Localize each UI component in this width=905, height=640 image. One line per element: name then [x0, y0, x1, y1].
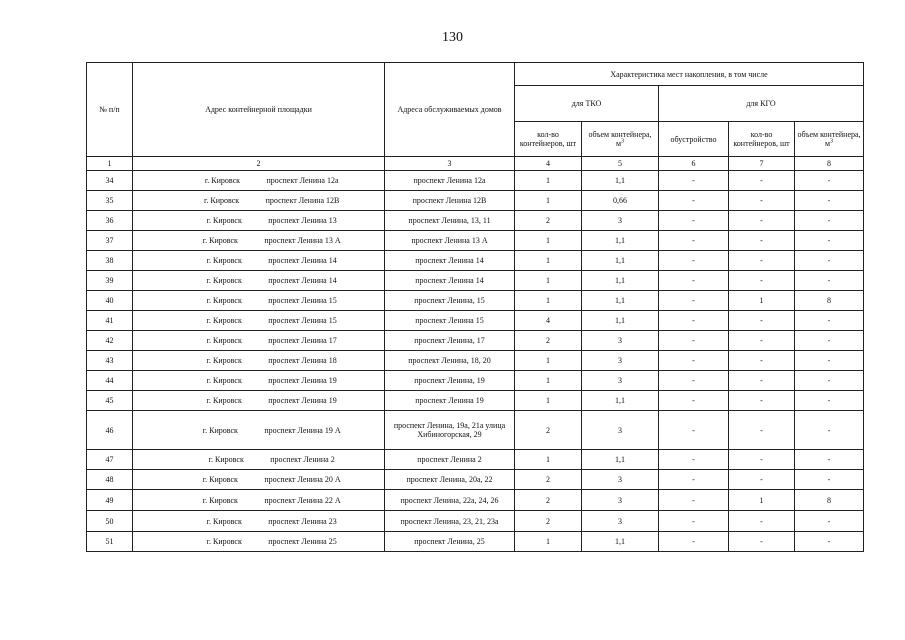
- tko-count: 4: [515, 311, 582, 331]
- tko-count: 2: [515, 470, 582, 490]
- kgo-volume: -: [795, 331, 864, 351]
- row-number: 51: [87, 532, 133, 552]
- table-row: [87, 211, 864, 231]
- column-number: 8: [795, 157, 864, 171]
- header-served: Адреса обслуживаемых домов: [385, 63, 515, 157]
- kgo-equipment: -: [659, 211, 729, 231]
- site-address: [133, 331, 385, 351]
- site-address: [133, 411, 385, 450]
- column-number: 7: [729, 157, 795, 171]
- site-street: проспект Ленина 20 А: [264, 475, 341, 484]
- tko-volume: 1,1: [582, 291, 659, 311]
- row-number: 47: [87, 450, 133, 470]
- served-houses: проспект Ленина, 19: [385, 371, 515, 391]
- tko-count: 1: [515, 191, 582, 211]
- header-tko-volume: объем контейнера, $м^3$: [582, 122, 659, 157]
- tko-volume: 1,1: [582, 450, 659, 470]
- table-row: [87, 311, 864, 331]
- kgo-count: -: [729, 470, 795, 490]
- kgo-volume: -: [795, 251, 864, 271]
- kgo-equipment: -: [659, 191, 729, 211]
- site-street: проспект Ленина 12а: [266, 176, 339, 185]
- kgo-volume: 8: [795, 291, 864, 311]
- table-row: [87, 351, 864, 371]
- site-street: проспект Ленина 13: [268, 216, 337, 225]
- kgo-equipment: -: [659, 490, 729, 511]
- site-address: [133, 171, 385, 191]
- tko-count: 1: [515, 171, 582, 191]
- site-street: проспект Ленина 18: [268, 356, 337, 365]
- site-city: г. Кировск: [206, 516, 242, 526]
- kgo-count: -: [729, 271, 795, 291]
- served-houses: проспект Ленина, 19а, 21а улица Хибиногорская, 29: [385, 411, 515, 450]
- tko-count: 1: [515, 351, 582, 371]
- site-city: г. Кировск: [202, 495, 238, 505]
- served-houses: проспект Ленина 12В: [385, 191, 515, 211]
- kgo-volume: -: [795, 371, 864, 391]
- column-number: 2: [133, 157, 385, 171]
- row-number: 40: [87, 291, 133, 311]
- row-number: 43: [87, 351, 133, 371]
- tko-count: 2: [515, 331, 582, 351]
- served-houses: проспект Ленина, 15: [385, 291, 515, 311]
- tko-volume: 3: [582, 411, 659, 450]
- tko-count: 1: [515, 271, 582, 291]
- kgo-equipment: -: [659, 331, 729, 351]
- tko-volume: 0,66: [582, 191, 659, 211]
- tko-volume: 1,1: [582, 311, 659, 331]
- served-houses: проспект Ленина, 17: [385, 331, 515, 351]
- site-city: г. Кировск: [206, 376, 242, 385]
- column-number: 6: [659, 157, 729, 171]
- table-row: [87, 271, 864, 291]
- kgo-count: -: [729, 371, 795, 391]
- tko-volume: 3: [582, 490, 659, 511]
- table-row: [87, 331, 864, 351]
- kgo-volume: -: [795, 191, 864, 211]
- table-row: [87, 511, 864, 532]
- site-city: г. Кировск: [206, 316, 242, 325]
- served-houses: проспект Ленина, 22а, 24, 26: [385, 490, 515, 511]
- tko-volume: 1,1: [582, 231, 659, 251]
- page-number: 130: [442, 30, 463, 45]
- kgo-volume: -: [795, 231, 864, 251]
- kgo-volume: -: [795, 391, 864, 411]
- site-city: г. Кировск: [204, 196, 240, 205]
- column-number: 5: [582, 157, 659, 171]
- site-address: [133, 211, 385, 231]
- row-number: 37: [87, 231, 133, 251]
- site-address: [133, 351, 385, 371]
- tko-count: 2: [515, 411, 582, 450]
- container-sites-table: [86, 62, 864, 552]
- served-houses: проспект Ленина 2: [385, 450, 515, 470]
- site-city: г. Кировск: [204, 176, 241, 185]
- table-row: [87, 470, 864, 490]
- kgo-volume: -: [795, 532, 864, 552]
- kgo-count: -: [729, 450, 795, 470]
- kgo-equipment: -: [659, 251, 729, 271]
- tko-volume: 3: [582, 211, 659, 231]
- kgo-volume: -: [795, 271, 864, 291]
- site-address: [133, 291, 385, 311]
- kgo-count: -: [729, 351, 795, 371]
- site-city: г. Кировск: [206, 216, 242, 225]
- table-row: [87, 450, 864, 470]
- site-address: [133, 231, 385, 251]
- kgo-equipment: -: [659, 311, 729, 331]
- site-address: [133, 191, 385, 211]
- table-row: [87, 411, 864, 450]
- tko-volume: 3: [582, 511, 659, 532]
- served-houses: проспект Ленина, 20а, 22: [385, 470, 515, 490]
- kgo-count: -: [729, 411, 795, 450]
- kgo-count: -: [729, 391, 795, 411]
- site-city: г. Кировск: [202, 236, 238, 245]
- site-street: проспект Ленина 25: [268, 537, 337, 546]
- site-address: [133, 511, 385, 532]
- tko-count: 2: [515, 511, 582, 532]
- table-row: [87, 171, 864, 191]
- site-address: [133, 311, 385, 331]
- tko-count: 1: [515, 391, 582, 411]
- row-number: 36: [87, 211, 133, 231]
- row-number: 46: [87, 411, 133, 450]
- site-address: [133, 470, 385, 490]
- site-street: проспект Ленина 14: [268, 256, 337, 265]
- tko-count: 1: [515, 231, 582, 251]
- tko-volume: 3: [582, 331, 659, 351]
- table-row: [87, 231, 864, 251]
- site-street: проспект Ленина 19: [268, 376, 337, 385]
- kgo-count: -: [729, 251, 795, 271]
- tko-count: 2: [515, 490, 582, 511]
- site-city: г. Кировск: [206, 537, 242, 546]
- header-num: № п/п: [87, 63, 133, 157]
- tko-volume: 3: [582, 371, 659, 391]
- site-address: [133, 490, 385, 511]
- table-row: [87, 251, 864, 271]
- site-address: [133, 391, 385, 411]
- kgo-count: -: [729, 171, 795, 191]
- site-street: проспект Ленина 2: [270, 455, 335, 464]
- site-address: [133, 251, 385, 271]
- site-city: г. Кировск: [206, 256, 242, 265]
- row-number: 44: [87, 371, 133, 391]
- kgo-count: -: [729, 211, 795, 231]
- header-kgo-volume: объем контейнера, $м^3$: [795, 122, 864, 157]
- served-houses: проспект Ленина 19: [385, 391, 515, 411]
- header-address: Адрес контейнерной площадки: [133, 63, 385, 157]
- table-row: [87, 490, 864, 511]
- kgo-equipment: -: [659, 231, 729, 251]
- column-number: 1: [87, 157, 133, 171]
- site-street: проспект Ленина 22 А: [264, 495, 341, 505]
- site-street: проспект Ленина 19 А: [264, 425, 341, 435]
- site-city: г. Кировск: [208, 455, 244, 464]
- tko-count: 1: [515, 371, 582, 391]
- served-houses: проспект Ленина, 25: [385, 532, 515, 552]
- header-kgo-count: кол-во контейнеров, шт: [729, 122, 795, 157]
- kgo-volume: -: [795, 171, 864, 191]
- kgo-count: -: [729, 191, 795, 211]
- row-number: 41: [87, 311, 133, 331]
- kgo-volume: -: [795, 450, 864, 470]
- kgo-count: -: [729, 331, 795, 351]
- kgo-volume: -: [795, 470, 864, 490]
- table-row: [87, 191, 864, 211]
- site-city: г. Кировск: [206, 276, 242, 285]
- table-row: [87, 371, 864, 391]
- tko-volume: 1,1: [582, 391, 659, 411]
- row-number: 50: [87, 511, 133, 532]
- site-address: [133, 371, 385, 391]
- site-street: проспект Ленина 13 А: [264, 236, 341, 245]
- header-kgo: для КГО: [659, 86, 864, 122]
- served-houses: проспект Ленина 14: [385, 251, 515, 271]
- site-street: проспект Ленина 12В: [265, 196, 340, 205]
- site-city: г. Кировск: [206, 356, 242, 365]
- kgo-equipment: -: [659, 171, 729, 191]
- header-tko-count: кол-во контейнеров, шт: [515, 122, 582, 157]
- tko-volume: 3: [582, 351, 659, 371]
- kgo-equipment: -: [659, 291, 729, 311]
- kgo-equipment: -: [659, 450, 729, 470]
- served-houses: проспект Ленина 15: [385, 311, 515, 331]
- column-number: 3: [385, 157, 515, 171]
- kgo-volume: -: [795, 351, 864, 371]
- site-city: г. Кировск: [206, 396, 242, 405]
- tko-volume: 1,1: [582, 532, 659, 552]
- kgo-equipment: -: [659, 511, 729, 532]
- kgo-equipment: -: [659, 351, 729, 371]
- site-street: проспект Ленина 19: [268, 396, 337, 405]
- site-address: [133, 450, 385, 470]
- site-street: проспект Ленина 17: [268, 336, 337, 345]
- site-city: г. Кировск: [202, 425, 238, 435]
- kgo-count: -: [729, 311, 795, 331]
- tko-count: 1: [515, 532, 582, 552]
- kgo-equipment: -: [659, 271, 729, 291]
- kgo-volume: -: [795, 511, 864, 532]
- kgo-count: 1: [729, 490, 795, 511]
- tko-count: 1: [515, 450, 582, 470]
- site-address: [133, 532, 385, 552]
- kgo-equipment: -: [659, 391, 729, 411]
- row-number: 35: [87, 191, 133, 211]
- site-city: г. Кировск: [206, 336, 242, 345]
- site-street: проспект Ленина 15: [268, 296, 337, 305]
- kgo-count: -: [729, 532, 795, 552]
- served-houses: проспект Ленина, 18, 20: [385, 351, 515, 371]
- row-number: 39: [87, 271, 133, 291]
- header-characteristics: Характеристика мест накопления, в том числе: [515, 63, 864, 86]
- row-number: 38: [87, 251, 133, 271]
- table-row: [87, 291, 864, 311]
- row-number: 42: [87, 331, 133, 351]
- row-number: 48: [87, 470, 133, 490]
- row-number: 49: [87, 490, 133, 511]
- kgo-equipment: -: [659, 411, 729, 450]
- row-number: 34: [87, 171, 133, 191]
- tko-volume: 1,1: [582, 271, 659, 291]
- kgo-volume: 8: [795, 490, 864, 511]
- site-address: [133, 271, 385, 291]
- kgo-volume: -: [795, 211, 864, 231]
- kgo-volume: -: [795, 411, 864, 450]
- site-city: г. Кировск: [202, 475, 238, 484]
- site-street: проспект Ленина 14: [268, 276, 337, 285]
- served-houses: проспект Ленина, 23, 21, 23а: [385, 511, 515, 532]
- header-kgo-equipment: обустройство: [659, 122, 729, 157]
- site-city: г. Кировск: [206, 296, 242, 305]
- header-tko: для ТКО: [515, 86, 659, 122]
- served-houses: проспект Ленина 12а: [385, 171, 515, 191]
- served-houses: проспект Ленина 14: [385, 271, 515, 291]
- kgo-equipment: -: [659, 532, 729, 552]
- table-row: [87, 532, 864, 552]
- kgo-count: -: [729, 511, 795, 532]
- kgo-count: -: [729, 231, 795, 251]
- tko-volume: 1,1: [582, 251, 659, 271]
- tko-volume: 1,1: [582, 171, 659, 191]
- tko-count: 1: [515, 291, 582, 311]
- table-row: [87, 391, 864, 411]
- row-number: 45: [87, 391, 133, 411]
- kgo-volume: -: [795, 311, 864, 331]
- tko-count: 2: [515, 211, 582, 231]
- served-houses: проспект Ленина 13 А: [385, 231, 515, 251]
- served-houses: проспект Ленина, 13, 11: [385, 211, 515, 231]
- tko-volume: 3: [582, 470, 659, 490]
- tko-count: 1: [515, 251, 582, 271]
- site-street: проспект Ленина 15: [268, 316, 337, 325]
- kgo-equipment: -: [659, 371, 729, 391]
- kgo-count: 1: [729, 291, 795, 311]
- kgo-equipment: -: [659, 470, 729, 490]
- site-street: проспект Ленина 23: [268, 516, 337, 526]
- column-number: 4: [515, 157, 582, 171]
